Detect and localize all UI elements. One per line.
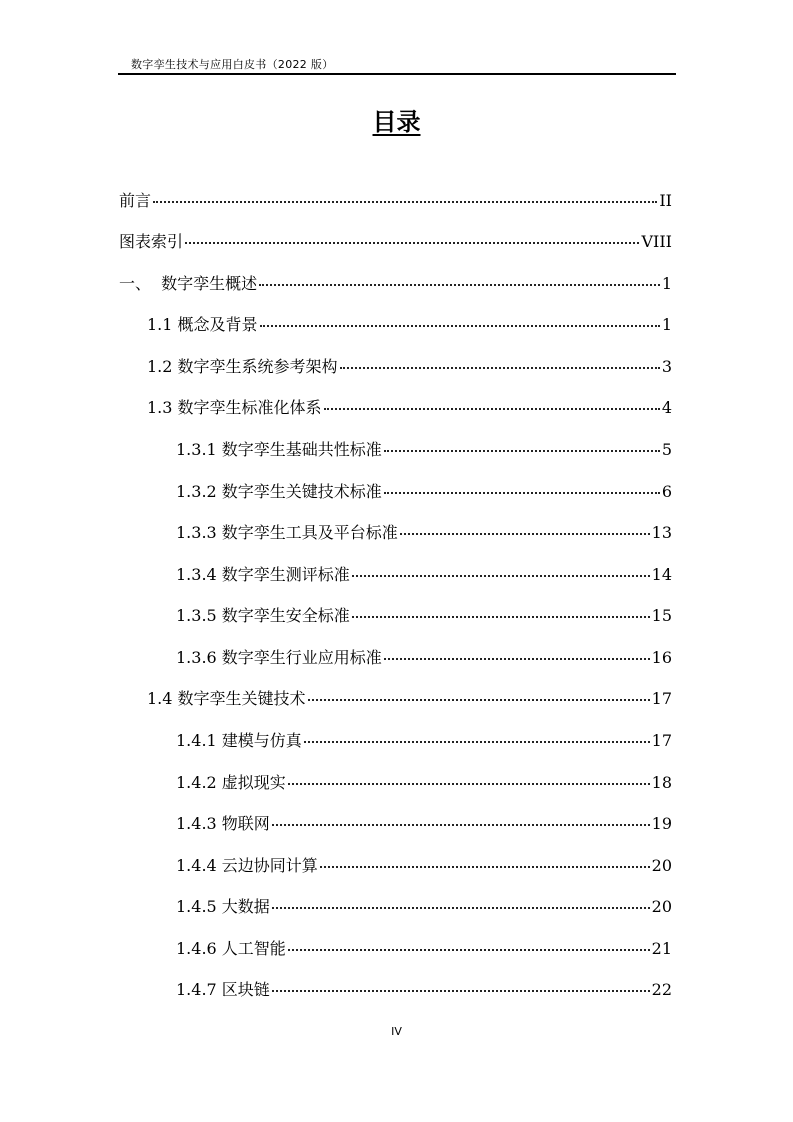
toc-entry-1-4-7[interactable] bbox=[176, 980, 672, 1000]
toc-entry-label: 1.4.7 区块链 bbox=[176, 980, 270, 999]
toc-leader-dots bbox=[260, 325, 660, 327]
toc-entry-page: II bbox=[659, 191, 672, 210]
toc-entry-page: 17 bbox=[651, 731, 672, 750]
toc-leader-dots bbox=[352, 616, 650, 618]
toc-entry-page: 1 bbox=[661, 274, 672, 293]
toc-entry-label: 1.3.3 数字孪生工具及平台标准 bbox=[176, 523, 398, 542]
toc-leader-dots bbox=[272, 907, 650, 909]
toc-entry-label: 1.1 概念及背景 bbox=[147, 315, 258, 334]
toc-entry-page: VIII bbox=[641, 232, 672, 251]
toc-entry-1-4-5[interactable] bbox=[176, 897, 672, 917]
toc-entry-label: 1.3.2 数字孪生关键技术标准 bbox=[176, 482, 382, 501]
toc-entry-1-3-4[interactable] bbox=[176, 565, 672, 585]
toc-entry-figure-index[interactable] bbox=[119, 232, 672, 252]
toc-entry-preface[interactable] bbox=[119, 191, 672, 211]
toc-entry-page: 14 bbox=[651, 565, 672, 584]
toc-leader-dots bbox=[185, 242, 639, 244]
toc-entry-page: 13 bbox=[651, 523, 672, 542]
toc-entry-label: 1.3.1 数字孪生基础共性标准 bbox=[176, 440, 382, 459]
toc-entry-1-3[interactable] bbox=[147, 398, 672, 418]
toc-entry-page: 1 bbox=[661, 315, 672, 334]
toc-leader-dots bbox=[308, 699, 650, 701]
toc-leader-dots bbox=[384, 492, 660, 494]
page-number: IV bbox=[391, 1025, 402, 1038]
toc-entry-label: 1.4.2 虚拟现实 bbox=[176, 773, 286, 792]
toc-entry-page: 16 bbox=[651, 648, 672, 667]
toc-entry-1-4-3[interactable] bbox=[176, 814, 672, 834]
toc-entry-1-3-3[interactable] bbox=[176, 523, 672, 543]
toc-entry-page: 20 bbox=[651, 897, 672, 916]
running-header: 数字孪生技术与应用白皮书（2022 版） bbox=[131, 58, 334, 71]
toc-entry-label: 1.2 数字孪生系统参考架构 bbox=[147, 357, 338, 376]
toc-entry-1-1[interactable] bbox=[147, 315, 672, 335]
toc-entry-1-4-1[interactable] bbox=[176, 731, 672, 751]
toc-entry-label: 1.4.1 建模与仿真 bbox=[176, 731, 302, 750]
toc-leader-dots bbox=[324, 408, 660, 410]
toc-entry-1-3-1[interactable] bbox=[176, 440, 672, 460]
toc-leader-dots bbox=[153, 201, 657, 203]
toc-leader-dots bbox=[400, 533, 650, 535]
toc-entry-label: 图表索引 bbox=[119, 232, 184, 251]
toc-leader-dots bbox=[320, 866, 650, 868]
toc-entry-label: 1.4.3 物联网 bbox=[176, 814, 270, 833]
toc-entry-label: 1.3.5 数字孪生安全标准 bbox=[176, 606, 350, 625]
toc-entry-page: 17 bbox=[651, 689, 672, 708]
toc-leader-dots bbox=[304, 741, 650, 743]
toc-leader-dots bbox=[384, 658, 650, 660]
toc-entry-label: 1.3.4 数字孪生测评标准 bbox=[176, 565, 350, 584]
toc-entry-1-3-5[interactable] bbox=[176, 606, 672, 626]
page-title: 目录 bbox=[372, 108, 421, 136]
toc-leader-dots bbox=[288, 783, 650, 785]
toc-entry-page: 21 bbox=[651, 939, 672, 958]
toc-entry-label: 1.3 数字孪生标准化体系 bbox=[147, 398, 322, 417]
toc-entry-label: 1.4.4 云边协同计算 bbox=[176, 856, 318, 875]
toc-entry-page: 18 bbox=[651, 773, 672, 792]
toc-entry-chapter-1[interactable] bbox=[119, 274, 672, 294]
toc-entry-1-2[interactable] bbox=[147, 357, 672, 377]
toc-entry-page: 4 bbox=[661, 398, 672, 417]
toc-leader-dots bbox=[272, 824, 650, 826]
toc-entry-1-4-2[interactable] bbox=[176, 773, 672, 793]
toc-leader-dots bbox=[272, 990, 650, 992]
toc-entry-page: 22 bbox=[651, 980, 672, 999]
toc-entry-label: 1.4.6 人工智能 bbox=[176, 939, 286, 958]
toc-entry-label: 1.4 数字孪生关键技术 bbox=[147, 689, 306, 708]
toc-entry-1-4-6[interactable] bbox=[176, 939, 672, 959]
toc-entry-1-4[interactable] bbox=[147, 689, 672, 709]
toc-entry-page: 15 bbox=[651, 606, 672, 625]
toc-entry-page: 20 bbox=[651, 856, 672, 875]
toc-entry-label: 1.4.5 大数据 bbox=[176, 897, 270, 916]
toc-entry-page: 5 bbox=[661, 440, 672, 459]
toc-entry-page: 19 bbox=[651, 814, 672, 833]
toc-entry-1-3-2[interactable] bbox=[176, 482, 672, 502]
toc-entry-page: 6 bbox=[661, 482, 672, 501]
toc-entry-label: 前言 bbox=[119, 191, 152, 210]
toc-entry-page: 3 bbox=[661, 357, 672, 376]
toc-leader-dots bbox=[259, 284, 660, 286]
toc-entry-1-3-6[interactable] bbox=[176, 648, 672, 668]
toc-leader-dots bbox=[340, 367, 660, 369]
toc-entry-label: 一、 数字孪生概述 bbox=[119, 274, 258, 293]
toc-leader-dots bbox=[352, 575, 650, 577]
toc-entry-1-4-4[interactable] bbox=[176, 856, 672, 876]
toc-leader-dots bbox=[384, 450, 660, 452]
toc-entry-label: 1.3.6 数字孪生行业应用标准 bbox=[176, 648, 382, 667]
toc-leader-dots bbox=[288, 949, 650, 951]
